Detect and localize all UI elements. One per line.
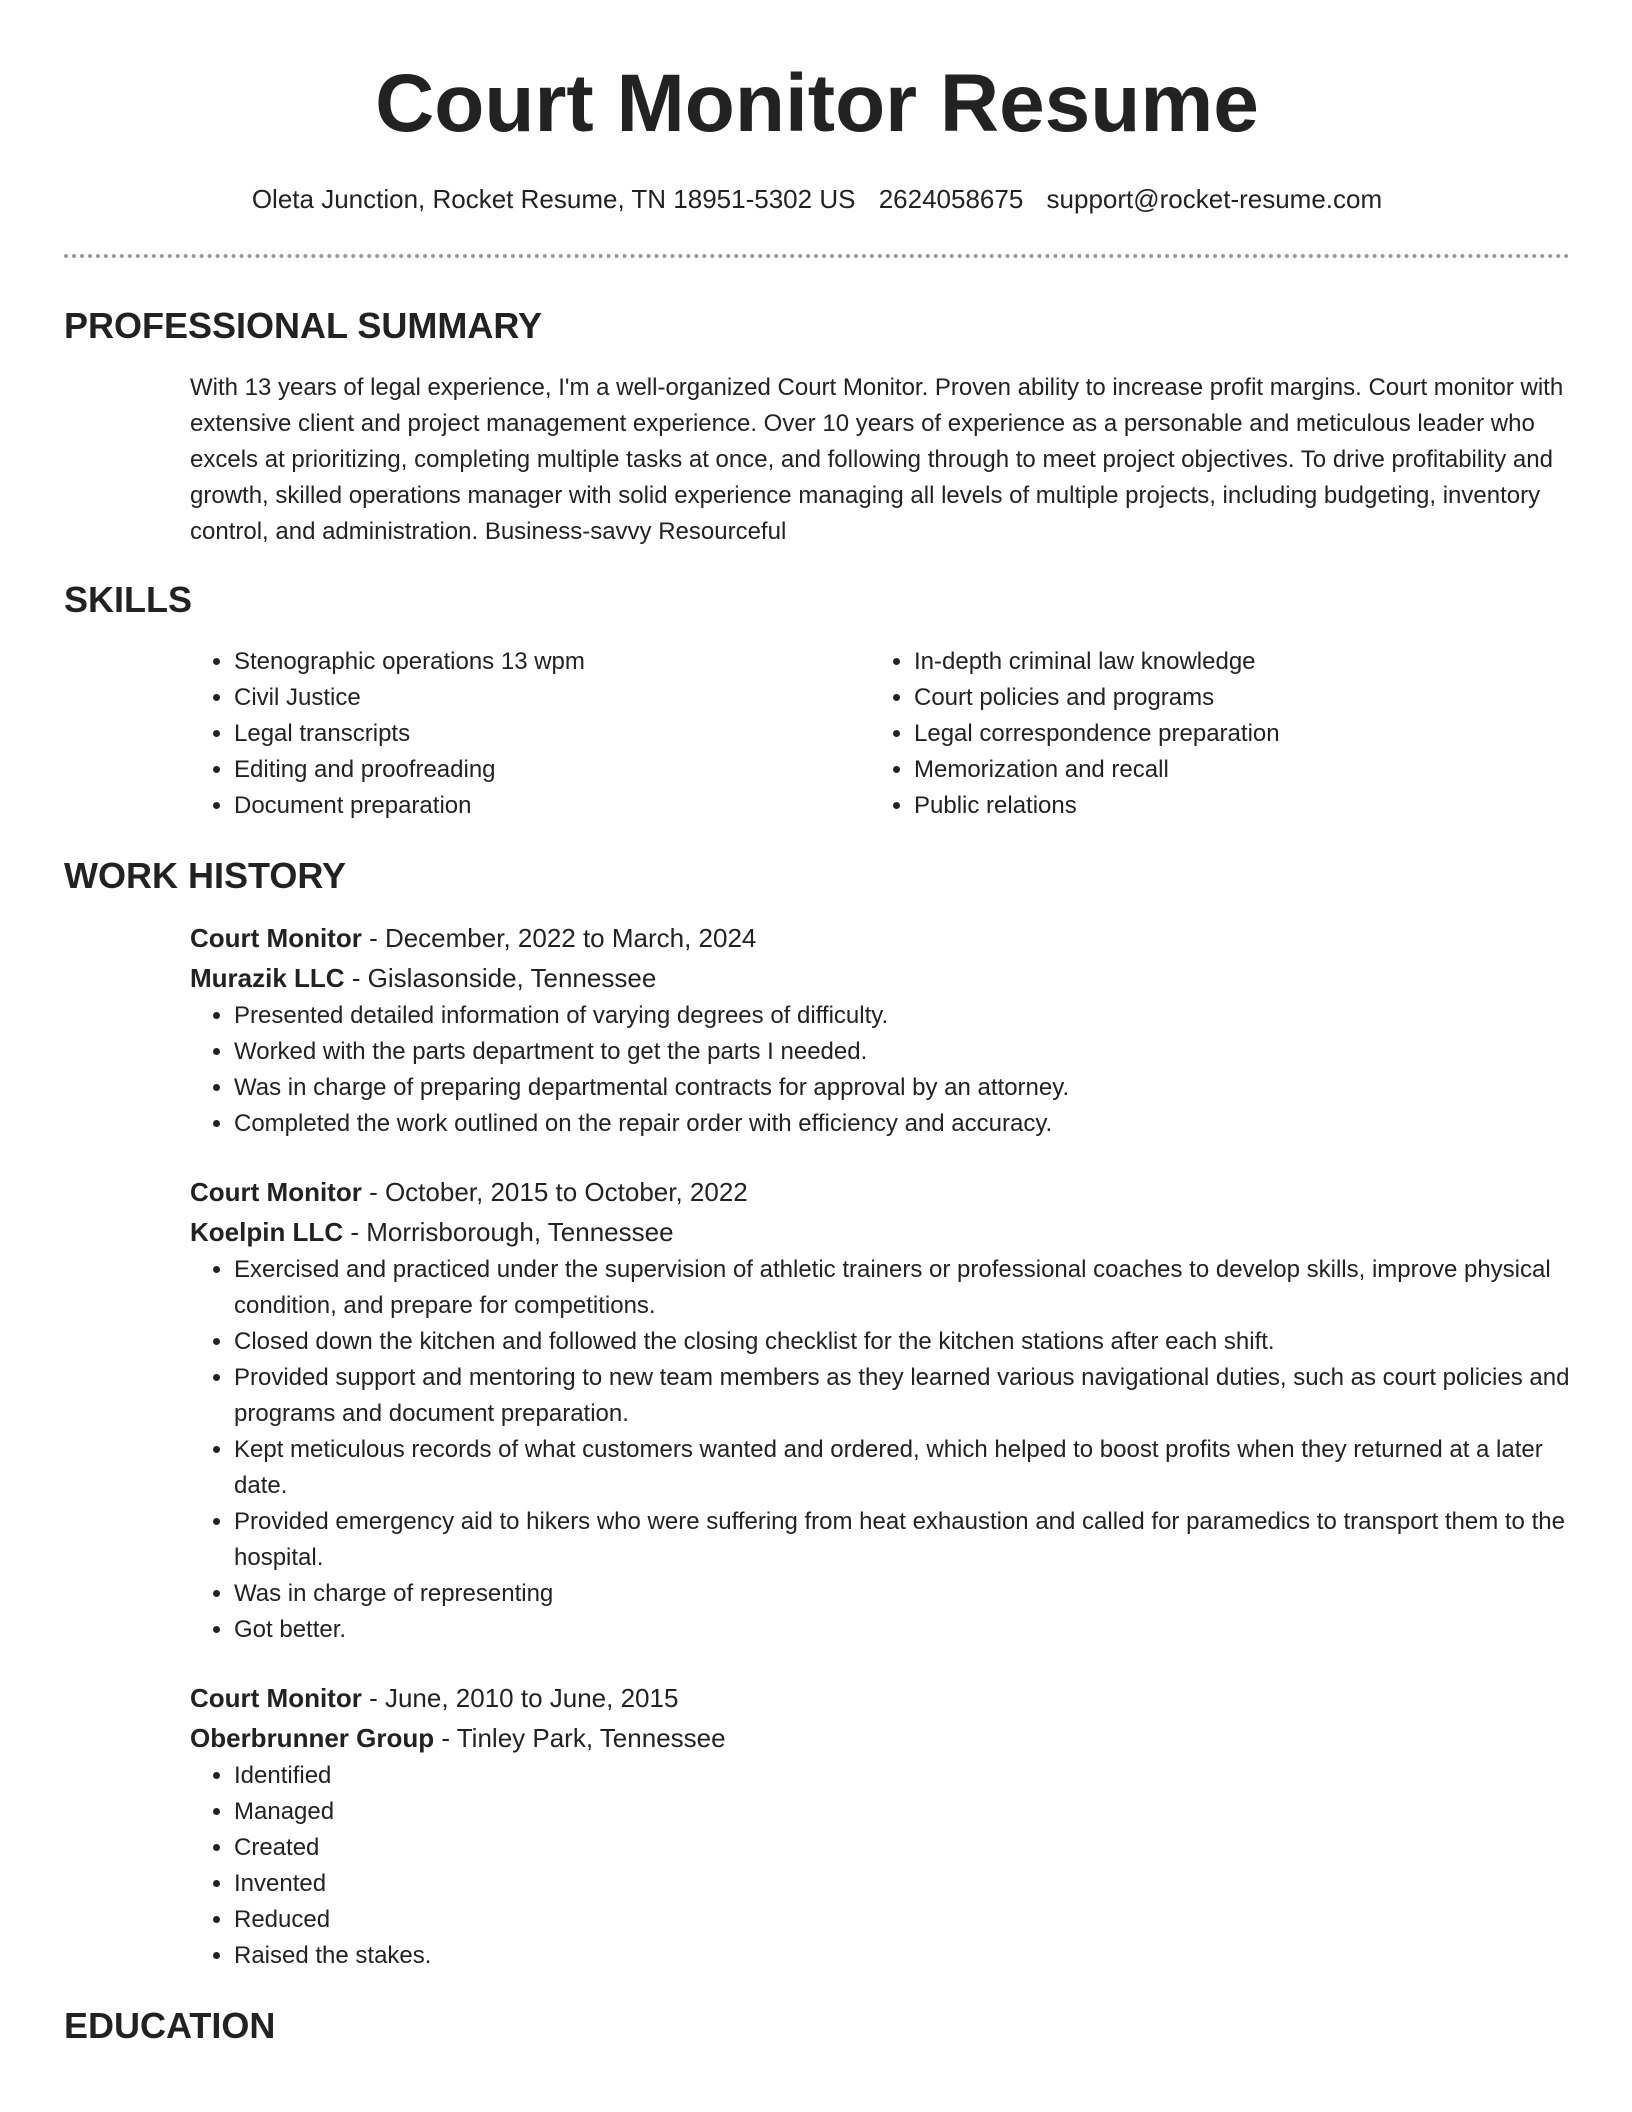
job-dates: - December, 2022 to March, 2024 [361, 923, 757, 953]
skill-item: • Civil Justice [234, 680, 870, 716]
skill-item: • Legal transcripts [234, 716, 870, 752]
skills-grid [190, 644, 1570, 824]
job-location: - Tinley Park, Tennessee [434, 1723, 726, 1753]
skills-list-left [190, 644, 870, 824]
job-duty: • Closed down the kitchen and followed the closing checklist for the kitchen stations after each shift. [234, 1324, 1570, 1360]
job-duties-list [190, 1758, 1570, 1974]
skills-column-left [190, 644, 870, 824]
header-divider [64, 254, 1570, 258]
job-duty: • Provided emergency aid to hikers who were suffering from heat exhaustion and called for paramedics to transport them to the hospital. [234, 1504, 1570, 1576]
skill-item: • Editing and proofreading [234, 752, 870, 788]
job-dates: - June, 2010 to June, 2015 [361, 1683, 679, 1713]
job-title-line [190, 918, 1570, 958]
job-duty: • Invented [234, 1866, 1570, 1902]
skill-item: • In-depth criminal law knowledge [914, 644, 1550, 680]
job-title: Court Monitor [190, 1177, 362, 1207]
job-title-line [190, 1172, 1570, 1212]
contact-line [64, 182, 1570, 216]
job-company: Oberbrunner Group [190, 1723, 435, 1753]
job-duty: • Managed [234, 1794, 1570, 1830]
skills-list-right [870, 644, 1550, 824]
job-title: Court Monitor [190, 923, 362, 953]
skills-heading: SKILLS [64, 579, 193, 620]
resume-page [64, 0, 1570, 2048]
job-entry [190, 1172, 1570, 1648]
job-duties-list [190, 998, 1570, 1142]
job-duty: • Reduced [234, 1902, 1570, 1938]
job-company-line [190, 958, 1570, 998]
skill-item: • Public relations [914, 788, 1550, 824]
job-duty: • Identified [234, 1758, 1570, 1794]
skills-column-right [870, 644, 1550, 824]
job-entry [190, 1678, 1570, 1974]
job-entry [190, 918, 1570, 1142]
summary-section [64, 304, 1570, 550]
job-duty: • Provided support and mentoring to new team members as they learned various navigational duties, such as court policies and programs and document preparation. [234, 1360, 1570, 1432]
skills-section [64, 578, 1570, 824]
skill-item: • Memorization and recall [914, 752, 1550, 788]
job-title-line [190, 1678, 1570, 1718]
education-heading: EDUCATION [64, 2005, 276, 2046]
job-duty: • Was in charge of preparing departmental contracts for approval by an attorney. [234, 1070, 1570, 1106]
job-dates: - October, 2015 to October, 2022 [361, 1177, 748, 1207]
contact-phone: 2624058675 [878, 184, 1024, 214]
job-company: Murazik LLC [190, 963, 345, 993]
job-duties-list [190, 1252, 1570, 1648]
job-duty: • Worked with the parts department to get the parts I needed. [234, 1034, 1570, 1070]
job-duty: • Got better. [234, 1612, 1570, 1648]
work-history-section [64, 854, 1570, 1974]
work-history-heading: WORK HISTORY [64, 855, 347, 896]
education-section [64, 2004, 1570, 2048]
job-duty: • Completed the work outlined on the repair order with efficiency and accuracy. [234, 1106, 1570, 1142]
job-company-line [190, 1718, 1570, 1758]
job-location: - Morrisborough, Tennessee [343, 1217, 674, 1247]
job-duty: • Presented detailed information of varying degrees of difficulty. [234, 998, 1570, 1034]
skill-item: • Court policies and programs [914, 680, 1550, 716]
job-duty: • Created [234, 1830, 1570, 1866]
contact-email: support@rocket-resume.com [1046, 184, 1383, 214]
job-company: Koelpin LLC [190, 1217, 344, 1247]
page-title: Court Monitor Resume [375, 58, 1259, 149]
summary-heading: PROFESSIONAL SUMMARY [64, 305, 543, 346]
job-duty: • Kept meticulous records of what customers wanted and ordered, which helped to boost profits when they returned at a later date. [234, 1432, 1570, 1504]
job-company-line [190, 1212, 1570, 1252]
skill-item: • Document preparation [234, 788, 870, 824]
job-duty: • Was in charge of representing [234, 1576, 1570, 1612]
job-title: Court Monitor [190, 1683, 362, 1713]
job-duty: • Exercised and practiced under the supervision of athletic trainers or professional coaches to develop skills, improve physical condition, and prepare for competitions. [234, 1252, 1570, 1324]
job-duty: • Raised the stakes. [234, 1938, 1570, 1974]
skill-item: • Stenographic operations 13 wpm [234, 644, 870, 680]
contact-address: Oleta Junction, Rocket Resume, TN 18951-5302 US [251, 184, 856, 214]
skill-item: • Legal correspondence preparation [914, 716, 1550, 752]
summary-text: With 13 years of legal experience, I'm a well-organized Court Monitor. Proven ability to increase profit margins. Court monitor with extensive client and project management experience. Over 10 years of experience as a personable and meticulous leader who excels at prioritizing, completing multiple tasks at once, and following through to meet project objectives. To drive profitability and growth, skilled operations manager with solid experience managing all levels of multiple projects, including budgeting, inventory control, and administration. Business-savvy Resourceful [190, 374, 1564, 545]
job-location: - Gislasonside, Tennessee [344, 963, 657, 993]
